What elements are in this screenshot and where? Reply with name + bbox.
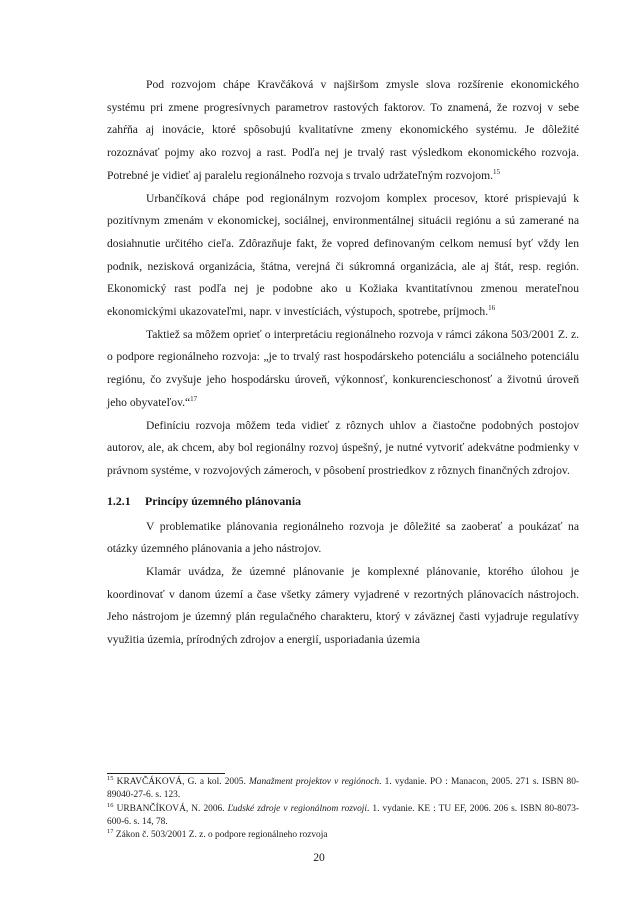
section-title: Princípy územného plánovania [145, 493, 301, 508]
footnote-separator [107, 773, 225, 774]
footnote-ref[interactable]: 17 [190, 394, 198, 403]
paragraph: Klamár uvádza, že územné plánovanie je komplexné plánovanie, ktorého úlohou je koordinovať v danom území a čase všetky zámery vyjadrené v rezortných plánovacích nástrojoch. Jeho nástrojom je územný plán regulačného charakteru, ktorý v záväznej časti vyjadruje regulatívy využitia územia, prírodných zdrojov a energií, usporiadania územia [107, 565, 579, 647]
paragraph: Urbančíková chápe pod regionálnym rozvojom komplex procesov, ktoré prispievajú k pozitívnym zmenám v ekonomickej, sociálnej, environmentálnej situácii regiónu a sú zamerané na dosiahnutie určitého cieľa. Zdôrazňuje fakt, že vopred definovaným celkom nemusí byť vždy len podnik, nezisková organizácia, štátna, verejná či súkromná organizácia, ale aj štát, resp. región. Ekonomický rast podľa nej je podobne ako u Kožiaka kvantitatívnou zmenou merateľnou ekonomickými ukazovateľmi, napr. v investíciách, výstupoch, spotrebe, príjmoch.$^{16}$ [107, 191, 579, 319]
section-heading [107, 490, 579, 512]
footnote: $^{15}$ KRAVČÁKOVÁ, G. a kol. 2005. Manažment projektov v regiónoch. 1. vydanie. PO : Manacon, 2005. 271 s. ISBN 80-89040-27-6. s. 123. [107, 775, 580, 801]
footnote: $^{17}$ Zákon č. 503/2001 Z. z. o podpore regionálneho rozvoja [107, 828, 328, 841]
main-content [107, 74, 579, 652]
page-number: 20 [313, 851, 325, 864]
paragraph: V problematike plánovania regionálneho rozvoja je dôležité sa zaoberať a poukázať na otázky územného plánovania a jeho nástrojov. [107, 519, 579, 556]
footnote-ref[interactable]: 15 [493, 167, 501, 176]
footnotes [107, 776, 579, 842]
paragraph: Definíciu rozvoja môžem teda vidieť z rôznych uhlov a čiastočne podobných postojov autorov, ale, ak chcem, aby bol regionálny rozvoj úspešný, je nutné vytvoriť adekvátne podmienky v právnom systéme, v rozvojových zámeroch, v pôsobení prostriedkov z rôznych finančných zdrojov. [107, 418, 579, 477]
paragraph: Taktiež sa môžem oprieť o interpretáciu regionálneho rozvoja v rámci zákona 503/2001 Z. z. o podpore regionálneho rozvoja: „je to trvalý rast hospodárskeho potenciálu a sociálneho potenciálu regiónu, čo zvyšuje jeho hospodársku úroveň, výkonnosť, konkurencieschonosť a životnú úroveň jeho obyvateľov.“$^{17}$ [107, 327, 579, 409]
section-number: 1.2.1 [107, 493, 131, 508]
paragraph: Pod rozvojom chápe Kravčáková v najširšom zmysle slova rozšírenie ekonomického systému pri zmene progresívnych parametrov rastových faktorov. To znamená, že rozvoj v sebe zahŕňa aj inovácie, ktoré spôsobujú kvalitatívne zmeny ekonomického systému. Je dôležité rozoznávať pojmy ako rozvoj a rast. Podľa nej je trvalý rast výsledkom ekonomického rozvoja. Potrebné je vidieť aj paralelu regionálneho rozvoja s trvalo udržateľným rozvojom.$^{15}$ [107, 78, 579, 182]
footnote: $^{16}$ URBANČÍKOVÁ, N. 2006. Ľudské zdroje v regionálnom rozvoji. 1. vydanie. KE : TU EF, 2006. 206 s. ISBN 80-8073-600-6. s. 14, 78. [107, 801, 580, 827]
footnote-ref[interactable]: 16 [488, 304, 496, 313]
